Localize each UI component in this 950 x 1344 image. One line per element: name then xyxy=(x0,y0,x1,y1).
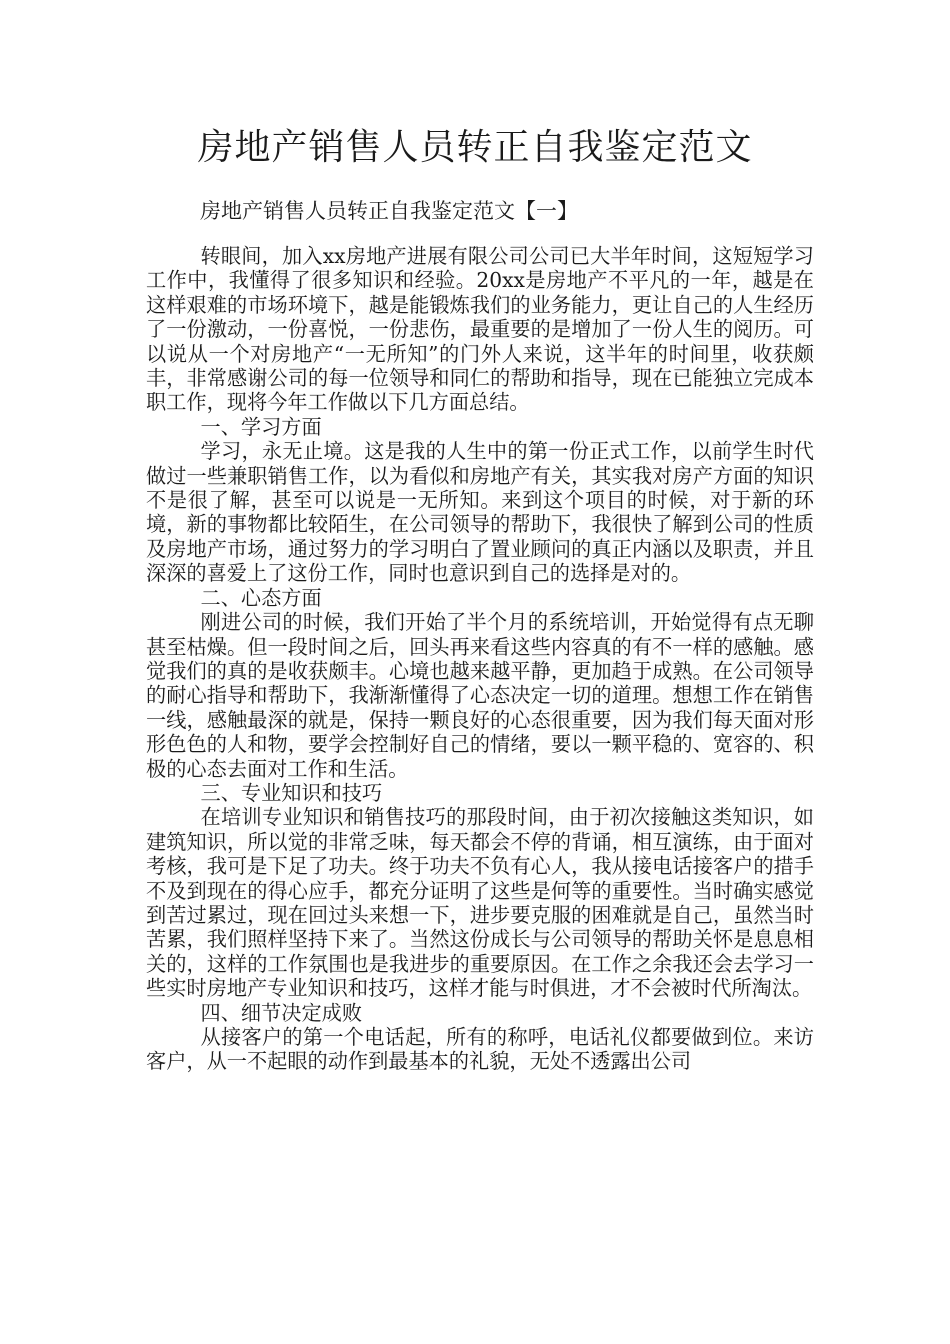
intro-paragraph: 转眼间，加入xx房地产进展有限公司公司已大半年时间，这短短学习工作中，我懂得了很多知识和经验。20xx是房地产不平凡的一年，越是在这样艰难的市场环境下，越是能锻炼我们的业务能力，更让自己的人生经历了一份激动，一份喜悦，一份悲伤，最重要的是增加了一份人生的阅历。可以说从一个对房地产“一无所知”的门外人来说，这半年的时间里，收获颇丰，非常感谢公司的每一位领导和同仁的帮助和指导，现在已能独立完成本职工作，现将今年工作做以下几方面总结。 xyxy=(146,244,814,415)
section-paragraph-mindset: 刚进公司的时候，我们开始了半个月的系统培训，开始觉得有点无聊甚至枯燥。但一段时间之后，回头再来看这些内容真的有不一样的感触。感觉我们的真的是收获颇丰。心境也越来越平静，更加趋于成熟。在公司领导的耐心指导和帮助下，我渐渐懂得了心态决定一切的道理。想想工作在销售一线，感触最深的就是，保持一颗良好的心态很重要，因为我们每天面对形形色色的人和物，要学会控制好自己的情绪，要以一颗平稳的、宽容的、积极的心态去面对工作和生活。 xyxy=(146,610,814,781)
document-title: 房地产销售人员转正自我鉴定范文 xyxy=(197,127,753,168)
section-heading-mindset: 二、心态方面 xyxy=(200,585,322,610)
section-paragraph-skills: 在培训专业知识和销售技巧的那段时间，由于初次接触这类知识，如建筑知识，所以觉的非常乏味，每天都会不停的背诵，相互演练，由于面对考核，我可是下足了功夫。终于功夫不负有心人，我从接电话接客户的措手不及到现在的得心应手，都充分证明了这些是何等的重要性。当时确实感觉到苦过累过，现在回过头来想一下，进步要克服的困难就是自己，虽然当时苦累，我们照样坚持下来了。当然这份成长与公司领导的帮助关怀是息息相关的，这样的工作氛围也是我进步的重要原因。在工作之余我还会去学习一些实时房地产专业知识和技巧，这样才能与时俱进，才不会被时代所淘汰。 xyxy=(146,805,814,1001)
document-subtitle: 房地产销售人员转正自我鉴定范文【一】 xyxy=(200,199,578,223)
section-paragraph-details: 从接客户的第一个电话起，所有的称呼，电话礼仪都要做到位。来访客户，从一不起眼的动作到最基本的礼貌，无处不透露出公司 xyxy=(146,1025,814,1074)
document-body xyxy=(146,244,814,1074)
section-paragraph-study: 学习，永无止境。这是我的人生中的第一份正式工作，以前学生时代做过一些兼职销售工作，以为看似和房地产有关，其实我对房产方面的知识不是很了解，甚至可以说是一无所知。来到这个项目的时候，对于新的环境，新的事物都比较陌生，在公司领导的帮助下，我很快了解到公司的性质及房地产市场，通过努力的学习明白了置业顾问的真正内涵以及职责，并且深深的喜爱上了这份工作，同时也意识到自己的选择是对的。 xyxy=(146,439,814,586)
section-heading-study: 一、学习方面 xyxy=(200,414,322,439)
section-heading-skills: 三、专业知识和技巧 xyxy=(200,780,383,805)
section-heading-details: 四、细节决定成败 xyxy=(200,1000,363,1025)
